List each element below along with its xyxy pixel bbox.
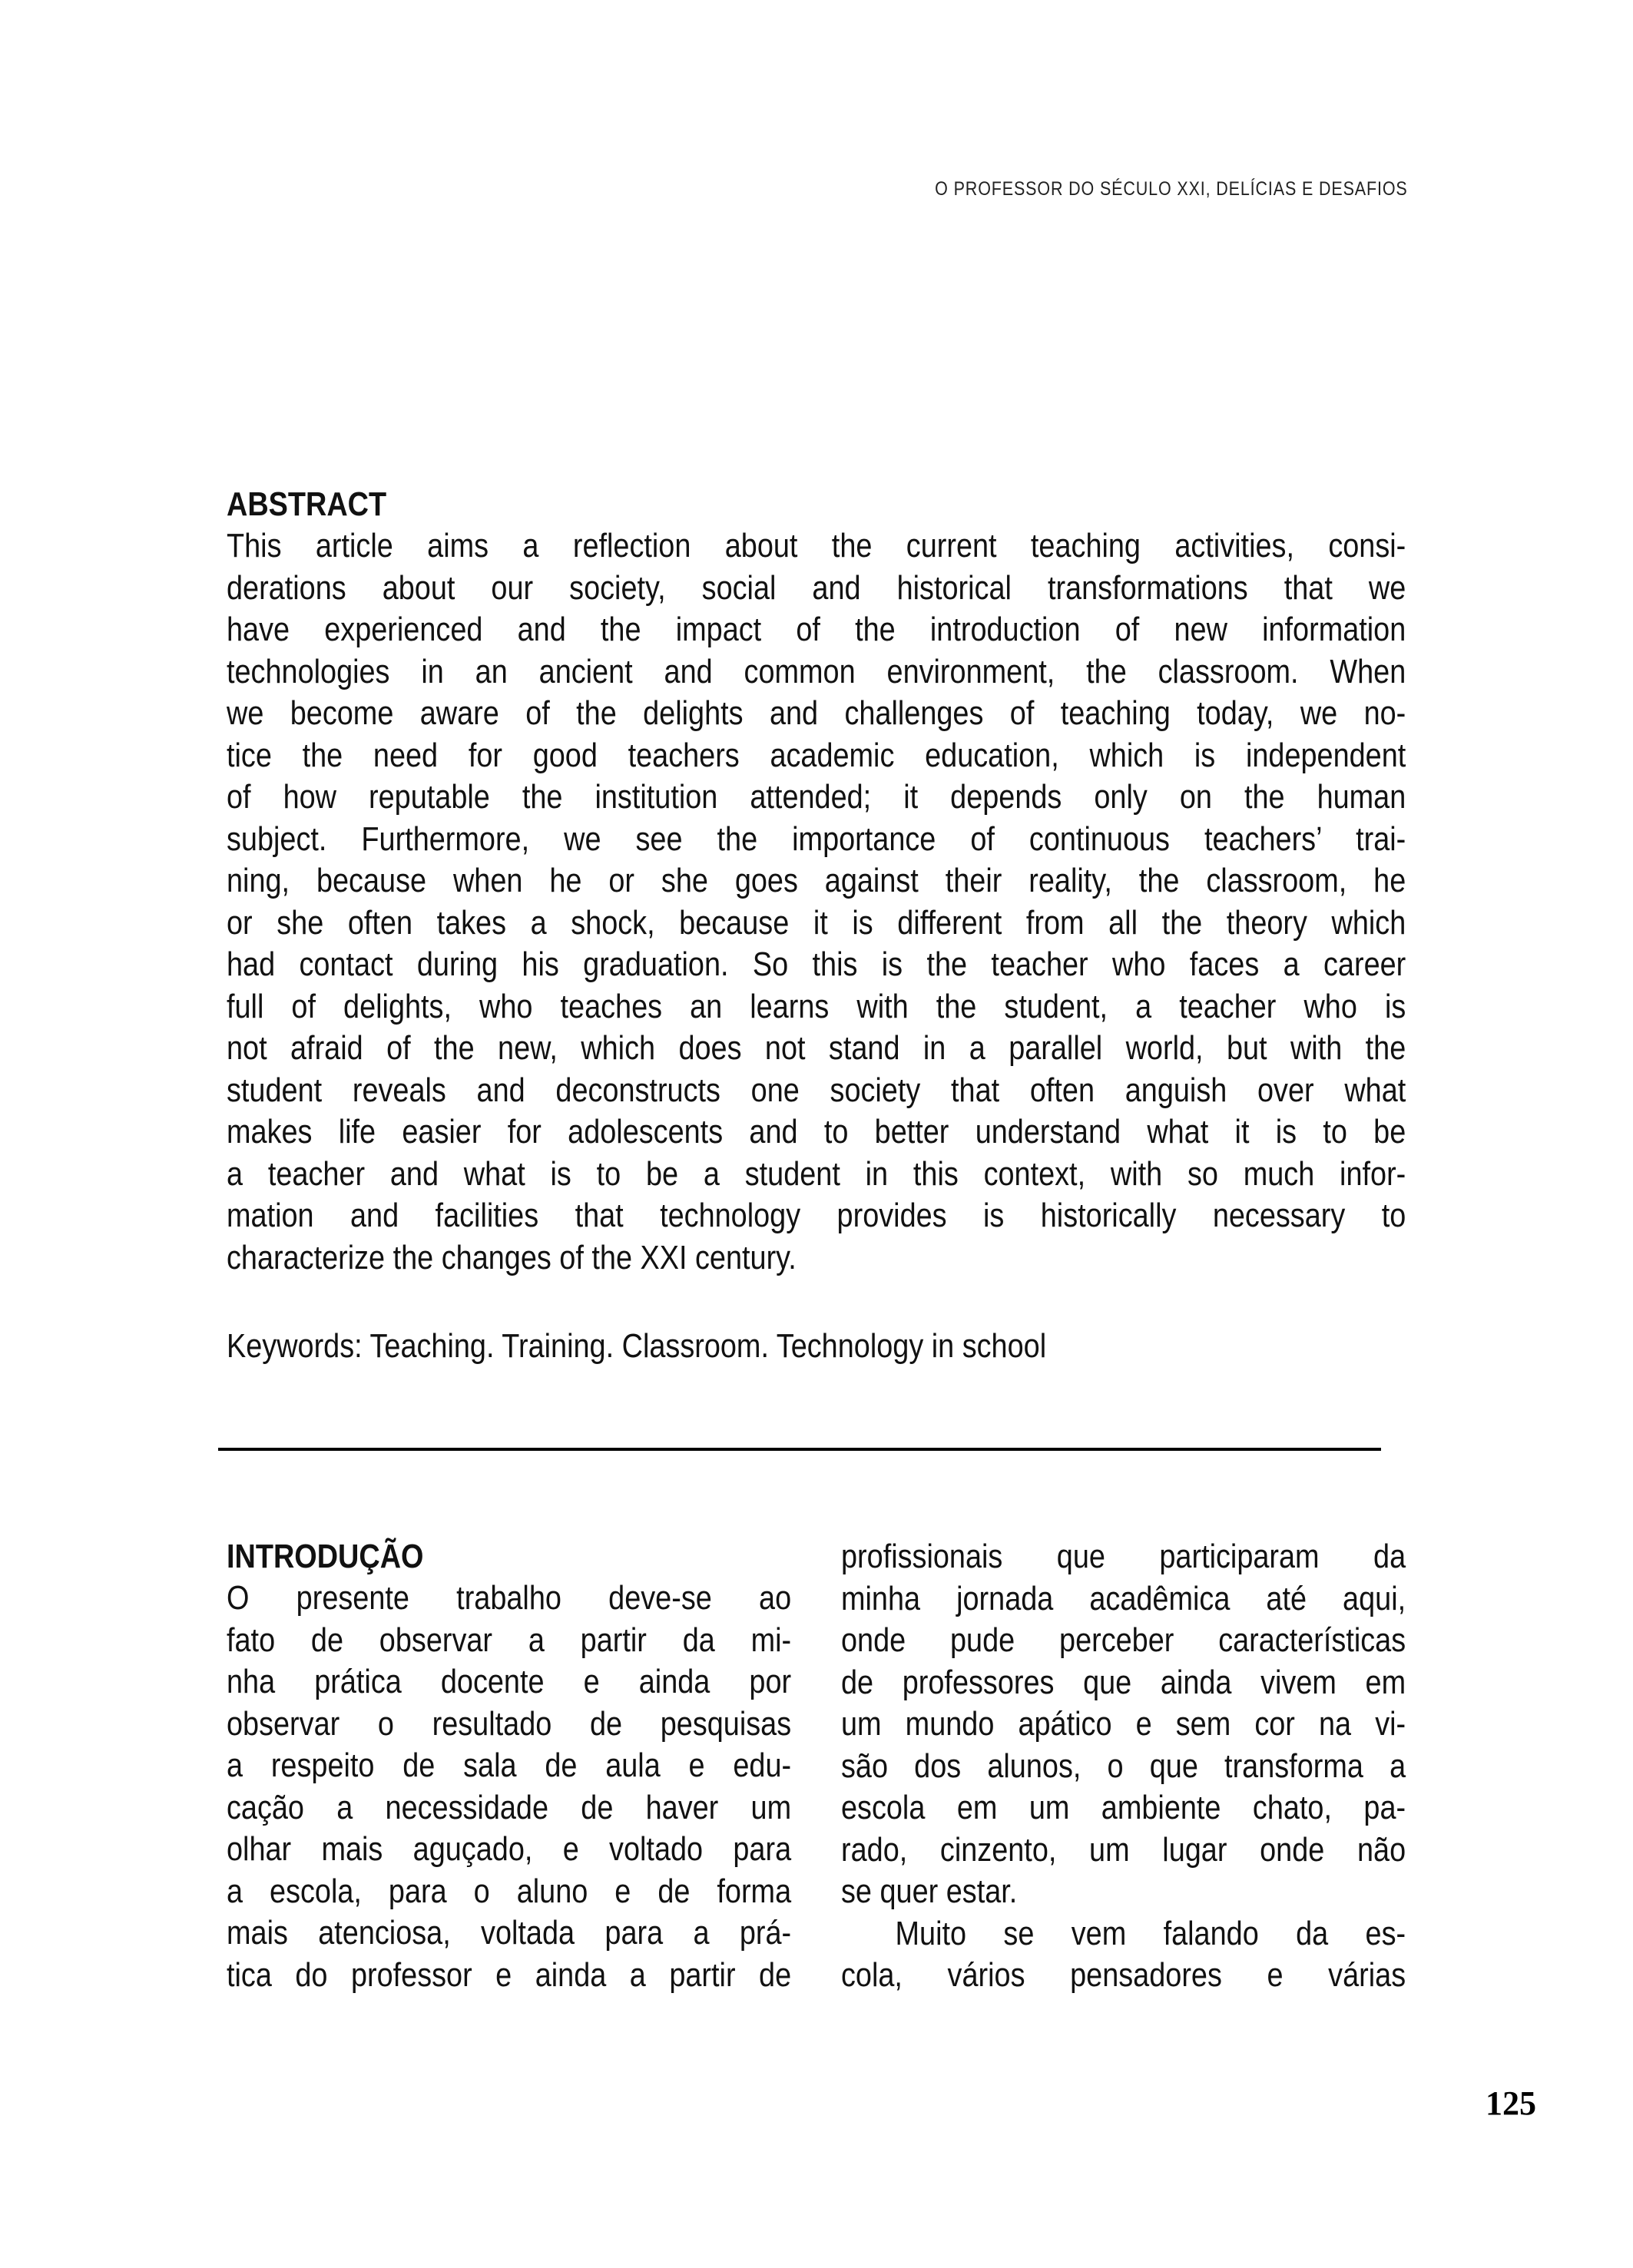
paragraph-line: nha prática docente e ainda por [227, 1663, 792, 1700]
abstract-line: had contact during his graduation. So this is the teacher who faces a career [227, 945, 1406, 983]
abstract-line: This article aims a reflection about the current teaching activities, consi- [227, 527, 1406, 565]
paragraph-line: se quer estar. [841, 1872, 1018, 1910]
page-number: 125 [1486, 2084, 1536, 2122]
paragraph-line: são dos alunos, o que transforma a [841, 1747, 1406, 1785]
running-header: O PROFESSOR DO SÉCULO XXI, DELÍCIAS E DESAFIOS [935, 178, 1408, 200]
paragraph-line: um mundo apático e sem cor na vi- [841, 1705, 1406, 1743]
abstract-line: tice the need for good teachers academic education, which is independent [227, 736, 1406, 774]
introduction-section [227, 1536, 1406, 1997]
paragraph-line: O presente trabalho deve-se ao [227, 1579, 792, 1617]
paragraph-line: olhar mais aguçado, e voltado para [227, 1830, 792, 1868]
paragraph-line: mais atenciosa, voltada para a prá- [227, 1914, 792, 1952]
abstract-line: ning, because when he or she goes against their reality, the classroom, he [227, 862, 1406, 899]
abstract-line: student reveals and deconstructs one society that often anguish over what [227, 1071, 1406, 1109]
paragraph-line: a respeito de sala de aula e edu- [227, 1747, 792, 1784]
abstract-line: characterize the changes of the XXI century. [227, 1238, 797, 1276]
abstract-line: subject. Furthermore, we see the importance of continuous teachers’ trai- [227, 819, 1406, 858]
paragraph-line: Muito se vem falando da es- [895, 1914, 1406, 1952]
abstract-line: mation and facilities that technology provides is historically necessary to [227, 1197, 1406, 1234]
paragraph-line: a escola, para o aluno e de forma [227, 1872, 792, 1910]
introduction-heading: INTRODUÇÃO [227, 1538, 424, 1575]
abstract-line: we become aware of the delights and challenges of teaching today, we no- [227, 694, 1406, 732]
paragraph-line: onde pude perceber características [841, 1621, 1406, 1659]
paragraph-line: cola, vários pensadores e várias [841, 1956, 1406, 1994]
abstract-heading: ABSTRACT [227, 485, 387, 523]
abstract-line: have experienced and the impact of the introduction of new information [227, 611, 1406, 648]
abstract-line: derations about our society, social and historical transformations that we [227, 568, 1406, 607]
left-column [227, 1536, 791, 1997]
abstract-section [227, 484, 1406, 1279]
paragraph-line: cação a necessidade de haver um [227, 1788, 792, 1826]
abstract-line: not afraid of the new, which does not stand in a parallel world, but with the [227, 1029, 1406, 1067]
paragraph-line: fato de observar a partir da mi- [227, 1621, 792, 1659]
abstract-body [227, 525, 1406, 1279]
abstract-line: makes life easier for adolescents and to better understand what it is to be [227, 1113, 1406, 1151]
paragraph-line: observar o resultado de pesquisas [227, 1704, 792, 1743]
abstract-line: a teacher and what is to be a student in this context, with so much infor- [227, 1154, 1406, 1193]
abstract-line: of how reputable the institution attended; it depends only on the human [227, 778, 1406, 816]
paragraph-line: tica do professor e ainda a partir de [227, 1955, 792, 1994]
abstract-line: technologies in an ancient and common environment, the classroom. When [227, 652, 1406, 690]
paragraph-line: profissionais que participaram da [841, 1538, 1406, 1575]
paragraph-line: escola em um ambiente chato, pa- [841, 1789, 1406, 1826]
right-column [841, 1536, 1406, 1997]
section-divider [218, 1448, 1381, 1451]
paragraph-line: de professores que ainda vivem em [841, 1663, 1406, 1701]
abstract-line: or she often takes a shock, because it is different from all the theory which [227, 903, 1406, 942]
keywords: Keywords: Teaching. Training. Classroom. Technology in school [227, 1327, 1047, 1365]
paragraph-line: minha jornada acadêmica até aqui, [841, 1579, 1406, 1617]
abstract-line: full of delights, who teaches an learns with the student, a teacher who is [227, 987, 1406, 1025]
paragraph-line: rado, cinzento, um lugar onde não [841, 1830, 1406, 1869]
